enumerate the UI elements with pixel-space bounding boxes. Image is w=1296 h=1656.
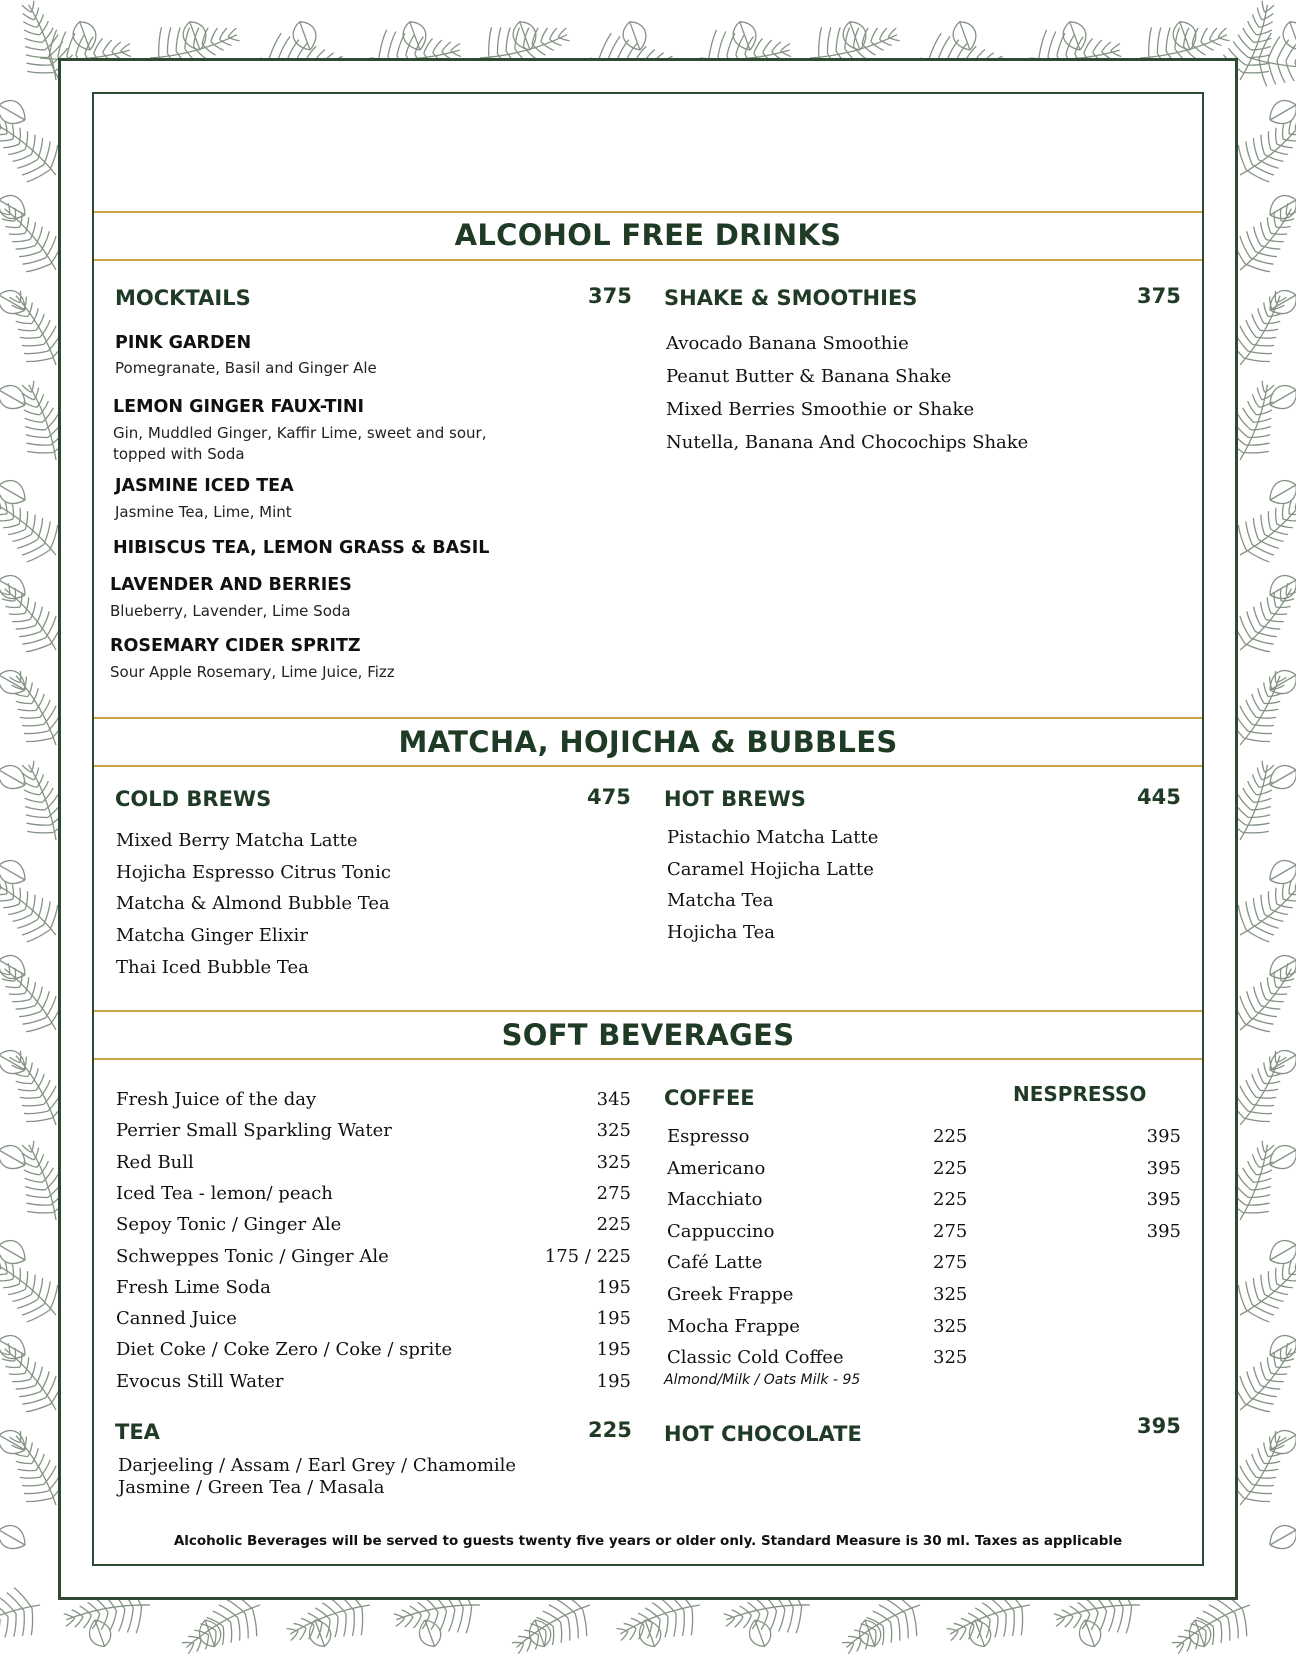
hot-brew-item: Matcha Tea — [667, 890, 774, 911]
cold-brew-item: Matcha & Almond Bubble Tea — [116, 893, 390, 914]
footer-disclaimer: Alcoholic Beverages will be served to guests twenty five years or older only. Standard Measure is 30 ml. Taxes as applicable — [173, 1533, 1123, 1549]
nespresso-price: 395 — [1146, 1157, 1181, 1179]
coffee-heading: COFFEE — [664, 1086, 755, 1110]
coffee-name: Café Latte — [667, 1252, 763, 1274]
soft-beverage-name: Perrier Small Sparkling Water — [116, 1120, 392, 1142]
tea-line: Jasmine / Green Tea / Masala — [118, 1477, 385, 1498]
tea-heading: TEA — [115, 1420, 160, 1444]
mocktail-name: HIBISCUS TEA, LEMON GRASS & BASIL — [113, 538, 490, 558]
soft-beverage-price: 175 / 225 — [544, 1245, 631, 1267]
mocktail-name: LEMON GINGER FAUX-TINI — [113, 397, 365, 417]
cold-brews-price: 475 — [587, 785, 631, 809]
nespresso-heading: NESPRESSO — [1013, 1082, 1147, 1106]
hot-brews-price: 445 — [1137, 785, 1181, 809]
section-title-matcha: MATCHA, HOJICHA & BUBBLES — [398, 725, 898, 759]
cold-brew-item: Thai Iced Bubble Tea — [116, 957, 309, 978]
mocktail-description: Gin, Muddled Ginger, Kaffir Lime, sweet and sour, topped with Soda — [113, 424, 487, 463]
hot-brews-heading: HOT BREWS — [664, 787, 806, 811]
mocktail-description: Blueberry, Lavender, Lime Soda — [110, 602, 351, 620]
milk-note: Almond/Milk / Oats Milk - 95 — [664, 1372, 861, 1388]
coffee-price: 325 — [933, 1347, 968, 1369]
coffee-price: 225 — [933, 1189, 968, 1211]
hot-brew-item: Caramel Hojicha Latte — [667, 859, 874, 880]
hot-brew-item: Hojicha Tea — [667, 922, 775, 943]
gold-divider — [94, 1010, 1202, 1012]
gold-divider — [94, 1058, 1202, 1060]
coffee-price: 225 — [933, 1157, 968, 1179]
mocktail-description: Sour Apple Rosemary, Lime Juice, Fizz — [110, 663, 395, 681]
mocktails-price: 375 — [588, 284, 632, 308]
coffee-price: 275 — [933, 1252, 968, 1274]
section-title-soft: SOFT BEVERAGES — [501, 1018, 795, 1052]
tea-line: Darjeeling / Assam / Earl Grey / Chamomile — [118, 1455, 517, 1476]
mocktail-description: Jasmine Tea, Lime, Mint — [115, 503, 292, 521]
coffee-name: Cappuccino — [667, 1220, 775, 1242]
hot-chocolate-price: 395 — [1137, 1414, 1181, 1438]
mocktail-description: Pomegranate, Basil and Ginger Ale — [115, 359, 377, 377]
coffee-price: 325 — [933, 1315, 968, 1337]
soft-beverage-price: 195 — [596, 1339, 631, 1361]
gold-divider — [94, 765, 1202, 767]
shake-item: Avocado Banana Smoothie — [666, 333, 909, 354]
hot-brew-item: Pistachio Matcha Latte — [667, 827, 879, 848]
nespresso-price: 395 — [1146, 1189, 1181, 1211]
mocktail-name: JASMINE ICED TEA — [115, 476, 294, 496]
soft-beverage-name: Sepoy Tonic / Ginger Ale — [116, 1214, 342, 1236]
nespresso-price: 395 — [1146, 1220, 1181, 1242]
shake-item: Nutella, Banana And Chocochips Shake — [666, 432, 1029, 453]
soft-beverage-name: Iced Tea - lemon/ peach — [116, 1182, 333, 1204]
cold-brew-item: Hojicha Espresso Citrus Tonic — [116, 862, 391, 883]
soft-beverage-price: 195 — [596, 1276, 631, 1298]
soft-beverage-name: Diet Coke / Coke Zero / Coke / sprite — [116, 1339, 453, 1361]
soft-beverage-name: Red Bull — [116, 1151, 194, 1173]
tea-price: 225 — [588, 1418, 632, 1442]
soft-beverage-name: Evocus Still Water — [116, 1370, 284, 1392]
gold-divider — [94, 717, 1202, 719]
shakes-price: 375 — [1137, 284, 1181, 308]
soft-beverage-price: 225 — [596, 1214, 631, 1236]
coffee-name: Classic Cold Coffee — [667, 1347, 844, 1369]
shake-item: Peanut Butter & Banana Shake — [666, 366, 952, 387]
coffee-name: Espresso — [667, 1126, 750, 1147]
soft-beverage-price: 275 — [596, 1182, 631, 1204]
cold-brew-item: Mixed Berry Matcha Latte — [116, 830, 358, 851]
soft-beverage-name: Canned Juice — [116, 1308, 237, 1330]
nespresso-price: 395 — [1146, 1126, 1181, 1147]
hot-chocolate-heading: HOT CHOCOLATE — [664, 1422, 862, 1446]
coffee-price: 275 — [933, 1220, 968, 1242]
cold-brews-heading: COLD BREWS — [115, 787, 272, 811]
coffee-price: 325 — [933, 1284, 968, 1305]
soft-beverage-price: 325 — [596, 1151, 631, 1173]
soft-beverage-price: 195 — [596, 1370, 631, 1392]
coffee-name: Mocha Frappe — [667, 1315, 800, 1337]
soft-beverage-price: 325 — [596, 1120, 631, 1142]
coffee-name: Americano — [667, 1157, 766, 1179]
gold-divider — [94, 259, 1202, 261]
gold-divider — [94, 211, 1202, 213]
section-title-alcohol-free: ALCOHOL FREE DRINKS — [454, 218, 842, 252]
coffee-name: Macchiato — [667, 1189, 763, 1211]
mocktail-name: PINK GARDEN — [115, 333, 252, 353]
mocktail-name: ROSEMARY CIDER SPRITZ — [110, 636, 361, 656]
coffee-price: 225 — [933, 1126, 968, 1147]
soft-beverage-name: Fresh Lime Soda — [116, 1276, 271, 1298]
soft-beverage-price: 195 — [596, 1308, 631, 1330]
soft-beverage-name: Schweppes Tonic / Ginger Ale — [116, 1245, 389, 1267]
shake-item: Mixed Berries Smoothie or Shake — [666, 399, 975, 420]
shakes-heading: SHAKE & SMOOTHIES — [664, 286, 918, 310]
mocktails-heading: MOCKTAILS — [115, 286, 251, 310]
coffee-name: Greek Frappe — [667, 1284, 794, 1305]
soft-beverage-price: 345 — [596, 1089, 631, 1110]
cold-brew-item: Matcha Ginger Elixir — [116, 925, 308, 946]
mocktail-name: LAVENDER AND BERRIES — [110, 575, 352, 595]
soft-beverage-name: Fresh Juice of the day — [116, 1089, 317, 1110]
